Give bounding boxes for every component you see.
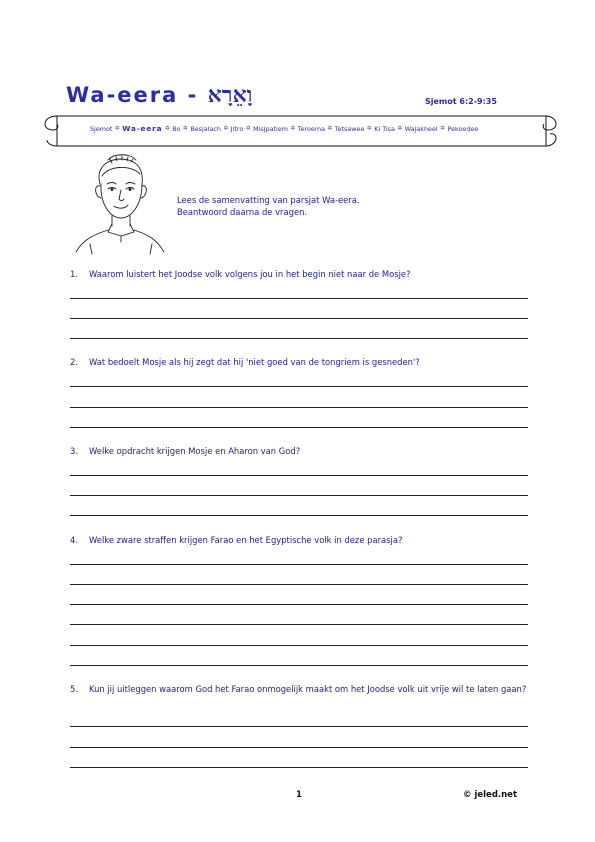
question-number: 3. [70, 446, 78, 456]
torah-reference: Sjemot 6:2-9:35 [425, 97, 497, 106]
answer-line[interactable] [70, 564, 528, 565]
instruction-line-2: Beantwoord daarna de vragen. [177, 207, 308, 217]
nav-item-tetsawee[interactable]: Tetsawee [334, 124, 365, 133]
nav-item-jitro[interactable]: Jitro [230, 124, 244, 133]
boy-portrait-illustration [70, 150, 170, 264]
copyright-notice: © jeled.net [463, 790, 518, 800]
parasha-navigation [90, 124, 530, 133]
answer-line[interactable] [70, 726, 528, 727]
nav-item-misjpatiem[interactable]: Misjpatiem [253, 124, 288, 133]
star-of-david-icon: ✡ [223, 125, 229, 132]
answer-line[interactable] [70, 515, 528, 516]
nav-item-wajakheel[interactable]: Wajakheel [404, 124, 438, 133]
nav-item-bo[interactable]: Bo [172, 124, 181, 133]
star-of-david-icon: ✡ [440, 125, 446, 132]
answer-line[interactable] [70, 665, 528, 666]
star-of-david-icon: ✡ [397, 125, 403, 132]
nav-item-besjalach[interactable]: Besjalach [190, 124, 221, 133]
instruction-line-1: Lees de samenvatting van parsjat Wa-eera. [177, 195, 360, 205]
nav-item-pekoedee[interactable]: Pekoedee [447, 124, 479, 133]
question-number: 2. [70, 357, 78, 367]
answer-line[interactable] [70, 338, 528, 339]
question-2 [70, 357, 540, 368]
question-number: 4. [70, 535, 78, 545]
nav-item-teroema[interactable]: Teroema [297, 124, 325, 133]
question-4 [70, 535, 540, 546]
answer-line[interactable] [70, 645, 528, 646]
answer-line[interactable] [70, 584, 528, 585]
question-text: Kun jij uitleggen waarom God het Farao onmogelijk maakt om het Joodse volk uit vrije wil te laten gaan? [89, 684, 527, 694]
question-number: 5. [70, 684, 78, 694]
title-hebrew: וָאֵרָא [207, 82, 253, 108]
question-text: Wat bedoelt Mosje als hij zegt dat hij 'niet goed van de tongriem is gesneden'? [89, 357, 420, 367]
page-title [66, 82, 252, 108]
star-of-david-icon: ✡ [182, 125, 188, 132]
star-of-david-icon: ✡ [290, 125, 296, 132]
answer-line[interactable] [70, 495, 528, 496]
nav-item-ki-tisa[interactable]: Ki Tisa [374, 124, 395, 133]
answer-line[interactable] [70, 407, 528, 408]
nav-item-sjemot[interactable]: Sjemot [90, 124, 113, 133]
answer-line[interactable] [70, 604, 528, 605]
answer-line[interactable] [70, 318, 528, 319]
question-3 [70, 446, 540, 457]
answer-line[interactable] [70, 298, 528, 299]
answer-line[interactable] [70, 475, 528, 476]
page-number: 1 [296, 790, 302, 800]
question-text: Waarom luistert het Joodse volk volgens jou in het begin niet naar de Mosje? [89, 269, 411, 279]
answer-line[interactable] [70, 624, 528, 625]
star-of-david-icon: ✡ [366, 125, 372, 132]
star-of-david-icon: ✡ [327, 125, 333, 132]
answer-line[interactable] [70, 386, 528, 387]
star-of-david-icon: ✡ [164, 125, 170, 132]
star-of-david-icon: ✡ [114, 125, 120, 132]
title-latin: Wa-eera - [66, 83, 208, 107]
question-1 [70, 269, 540, 280]
question-text: Welke opdracht krijgen Mosje en Aharon van God? [89, 446, 301, 456]
star-of-david-icon: ✡ [245, 125, 251, 132]
question-number: 1. [70, 269, 78, 279]
instructions [177, 194, 360, 218]
answer-line[interactable] [70, 427, 528, 428]
question-text: Welke zware straffen krijgen Farao en het Egyptische volk in deze parasja? [89, 535, 403, 545]
question-5 [70, 684, 540, 695]
answer-line[interactable] [70, 747, 528, 748]
nav-item-wa-eera[interactable]: Wa-eera [122, 124, 163, 133]
answer-line[interactable] [70, 767, 528, 768]
